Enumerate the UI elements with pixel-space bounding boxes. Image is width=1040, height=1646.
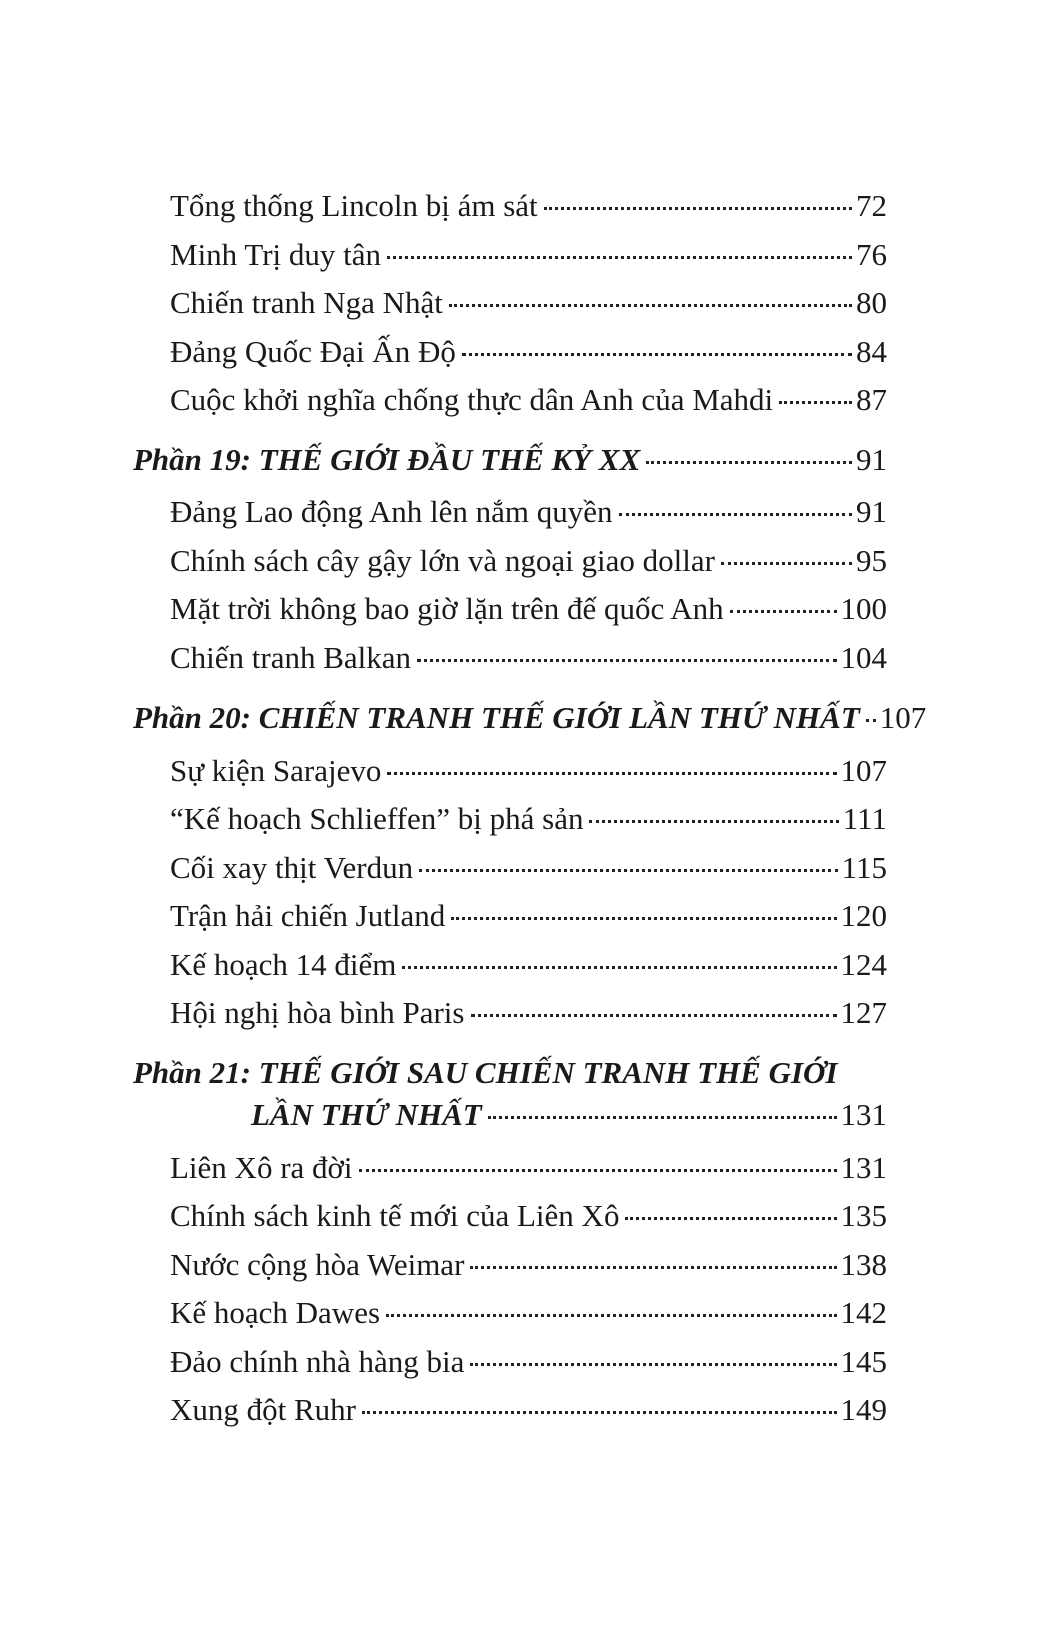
toc-entry (170, 1148, 887, 1188)
toc-entry-title: Đảng Quốc Đại Ấn Độ (170, 334, 456, 369)
toc-part-heading (133, 440, 887, 480)
dot-leader (779, 401, 852, 404)
toc-entry-page: 80 (856, 285, 887, 320)
toc-entry-page: 76 (856, 237, 887, 272)
dot-leader (619, 513, 852, 516)
toc-entry-page: 104 (840, 640, 887, 675)
toc-entry-page: 111 (842, 801, 887, 836)
toc-entry-page: 84 (856, 334, 887, 369)
toc-part-title: Phần 20: CHIẾN TRANH THẾ GIỚI LẦN THỨ NHẤT (133, 700, 860, 735)
dot-leader (488, 1116, 837, 1119)
toc-entry (170, 589, 887, 629)
dot-leader (589, 820, 838, 823)
toc-entry-title: Chính sách kinh tế mới của Liên Xô (170, 1198, 620, 1233)
dot-leader (417, 659, 836, 662)
dot-leader (387, 256, 852, 259)
toc-entry-page: 95 (856, 543, 887, 578)
toc-entry-page: 115 (841, 850, 887, 885)
toc-entry-title: Chiến tranh Balkan (170, 640, 412, 675)
toc-entry-title: Mặt trời không bao giờ lặn trên đế quốc Anh (170, 591, 724, 626)
toc-part-title-line1: Phần 21: THẾ GIỚI SAU CHIẾN TRANH THẾ GIỚI (133, 1055, 838, 1090)
toc-entry (170, 492, 887, 532)
toc-entry-page: 91 (856, 494, 887, 529)
toc-part-heading (251, 1095, 887, 1135)
toc-entry-page: 107 (840, 753, 887, 788)
toc-entry-title: Trận hải chiến Jutland (170, 898, 446, 933)
toc-entry (170, 751, 887, 791)
dot-leader (386, 1314, 836, 1317)
dot-leader (451, 917, 836, 920)
toc-entry-title: Sự kiện Sarajevo (170, 753, 382, 788)
dot-leader (471, 1014, 837, 1017)
toc-entry-title: Xung đột Ruhr (170, 1392, 356, 1427)
toc-entry-page: 131 (840, 1097, 887, 1132)
toc-entry-title: Cối xay thịt Verdun (170, 850, 414, 885)
toc-entry (170, 283, 887, 323)
toc-entry-page: 145 (840, 1344, 887, 1379)
dot-leader (625, 1217, 836, 1220)
toc-entry-title: Đảng Lao động Anh lên nắm quyền (170, 494, 613, 529)
dot-leader (470, 1363, 836, 1366)
toc-entry (170, 1390, 887, 1430)
toc-entry (170, 945, 887, 985)
toc-entry-title: Nước cộng hòa Weimar (170, 1247, 465, 1282)
toc-entry (170, 1342, 887, 1382)
dot-leader (866, 719, 876, 722)
toc-entry (170, 1245, 887, 1285)
dot-leader (419, 869, 838, 872)
toc-entry (170, 993, 887, 1033)
toc-entry (170, 541, 887, 581)
toc-entry-title: Hội nghị hòa bình Paris (170, 995, 465, 1030)
toc-entry-title: Cuộc khởi nghĩa chống thực dân Anh của Mahdi (170, 382, 774, 417)
dot-leader (730, 610, 837, 613)
toc-entry-title: Kế hoạch 14 điểm (170, 947, 397, 982)
toc-entry-page: 120 (840, 898, 887, 933)
toc-part-title: Phần 19: THẾ GIỚI ĐẦU THẾ KỶ XX (133, 442, 641, 477)
toc-entry-title: Liên Xô ra đời (170, 1150, 353, 1185)
dot-leader (721, 562, 852, 565)
toc-entry-title: Đảo chính nhà hàng bia (170, 1344, 465, 1379)
toc-entry-page: 72 (856, 188, 887, 223)
toc-entry-title: Chiến tranh Nga Nhật (170, 285, 443, 320)
toc-entry-title: Kế hoạch Dawes (170, 1295, 381, 1330)
toc-part-heading (133, 698, 927, 738)
toc-entry-page: 131 (840, 1150, 887, 1185)
toc-entry-title: “Kế hoạch Schlieffen” bị phá sản (170, 801, 584, 836)
toc-entry-page: 149 (840, 1392, 887, 1427)
toc-entry (170, 799, 887, 839)
toc-entry (170, 380, 887, 420)
toc-entry-page: 142 (840, 1295, 887, 1330)
toc-entry (170, 848, 887, 888)
toc-entry-page: 138 (840, 1247, 887, 1282)
dot-leader (462, 353, 852, 356)
toc-entry-title: Minh Trị duy tân (170, 237, 382, 272)
dot-leader (402, 966, 836, 969)
toc-entry-page: 107 (879, 700, 927, 735)
toc-entry-page: 91 (856, 442, 887, 477)
dot-leader (449, 304, 852, 307)
dot-leader (470, 1266, 836, 1269)
toc-entry-page: 100 (840, 591, 887, 626)
dot-leader (362, 1411, 837, 1414)
toc-part-title-line2: LẦN THỨ NHẤT (251, 1097, 482, 1132)
toc-entry (170, 1293, 887, 1333)
toc-entry-title: Chính sách cây gậy lớn và ngoại giao dollar (170, 543, 715, 578)
dot-leader (387, 772, 836, 775)
toc-entry-page: 87 (856, 382, 887, 417)
toc-entry-page: 135 (840, 1198, 887, 1233)
toc-entry-page: 127 (840, 995, 887, 1030)
toc-entry (170, 235, 887, 275)
toc-entry (170, 186, 887, 226)
toc-entry (170, 1196, 887, 1236)
dot-leader (544, 207, 852, 210)
toc-entry-page: 124 (840, 947, 887, 982)
toc-entry (170, 896, 887, 936)
dot-leader (359, 1169, 837, 1172)
toc-entry-title: Tổng thống Lincoln bị ám sát (170, 188, 538, 223)
dot-leader (646, 461, 852, 464)
toc-entry (170, 638, 887, 678)
toc-entry (170, 332, 887, 372)
